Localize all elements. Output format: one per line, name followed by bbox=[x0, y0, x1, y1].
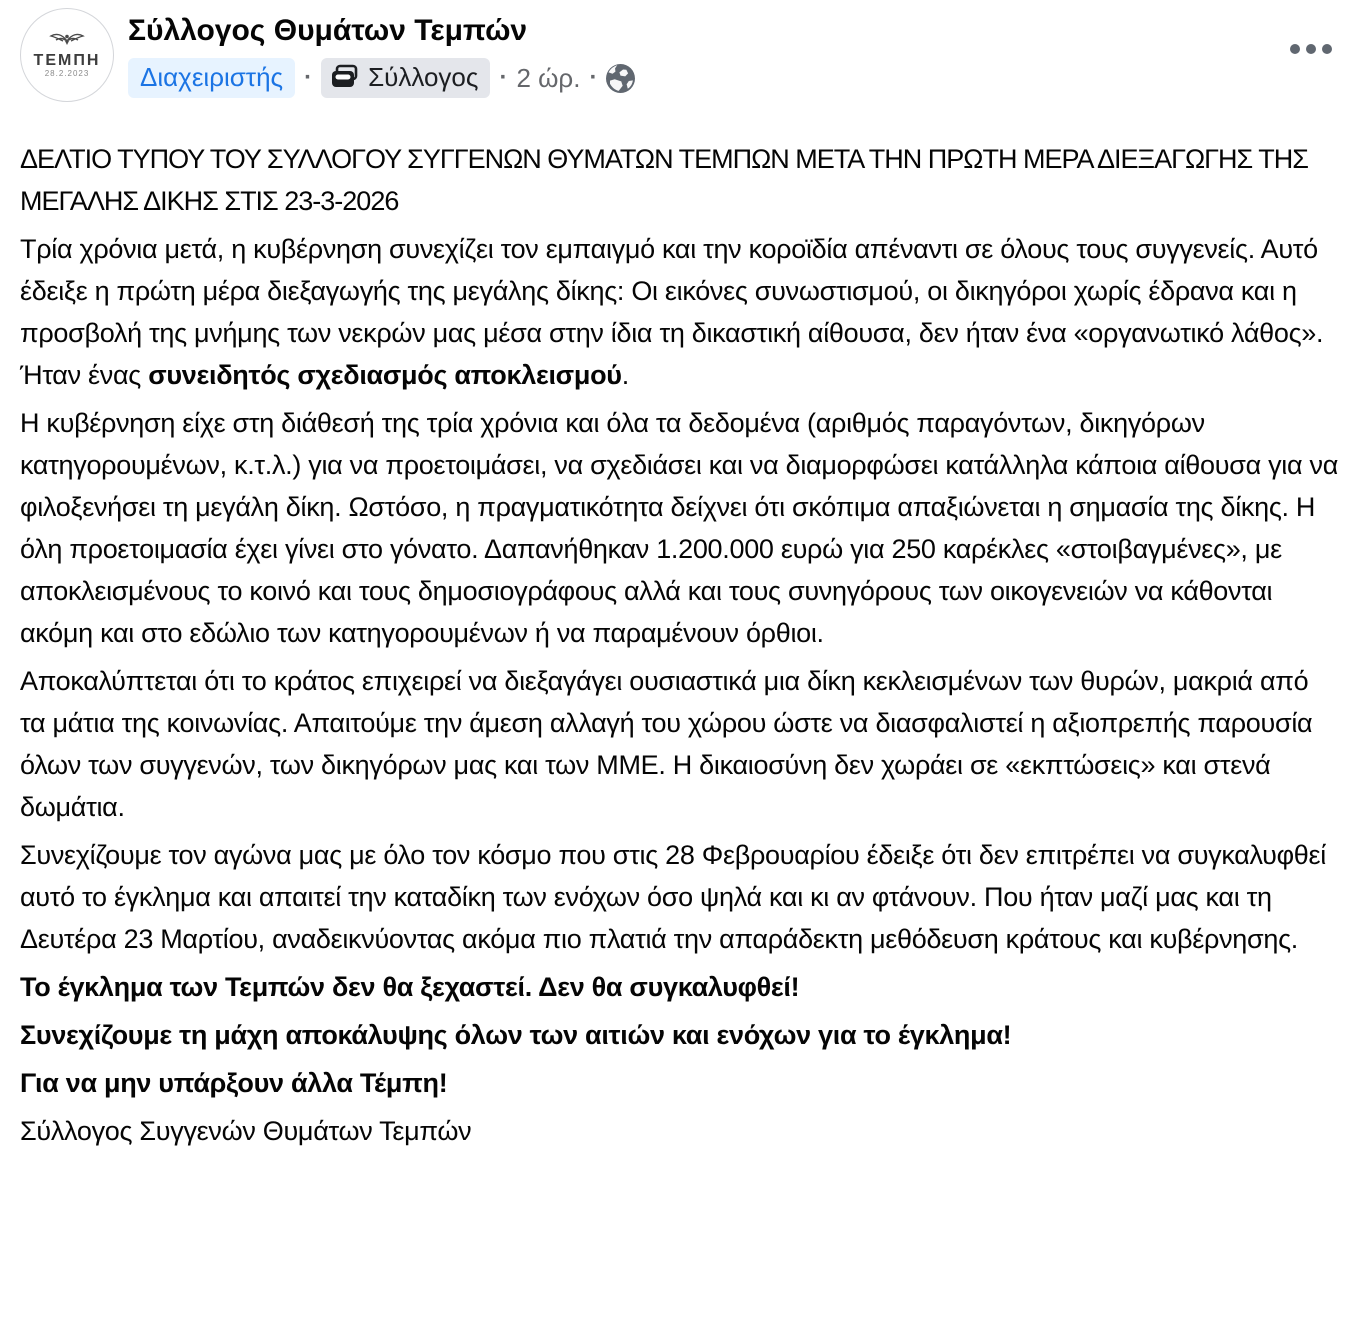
paragraph-text: Τρία χρόνια μετά, η κυβέρνηση συνεχίζει τον εμπαιγμό και την κοροϊδία απέναντι σε όλους τους συγγενείς. Αυτό έδειξε η πρώτη μέρα διεξαγωγής της μεγάλης δίκης: Οι εικόνες συνωστισμού, οι δικηγόροι χωρίς έδρανα και η προσβολή της μνήμης των νεκρών μας μέσα στην ίδια τη δικαστική αίθουσα, δεν ήταν ένα «οργανωτικό λάθος». Ήταν ένας bbox=[20, 234, 1324, 390]
label-icon bbox=[330, 63, 360, 91]
avatar-org-text: ΤΕΜΠΗ bbox=[33, 52, 101, 69]
page-name-link[interactable]: Σύλλογος Θυμάτων Τεμπών bbox=[128, 14, 528, 47]
post-body bbox=[20, 138, 1340, 1152]
post-paragraph: Αποκαλύπτεται ότι το κράτος επιχειρεί να διεξαγάγει ουσιαστικά μια δίκη κεκλεισμένων των θυρών, μακριά από τα μάτια της κοινωνίας. Απαιτούμε την άμεση αλλαγή του χώρου ώστε να διασφαλιστεί η αξιοπρεπής παρουσία όλων των συγγενών, των δικηγόρων μας και των ΜΜΕ. Η δικαιοσύνη δεν χωράει σε «εκπτώσεις» και στενά δωμάτια. bbox=[20, 666, 1313, 822]
post-paragraph: Η κυβέρνηση είχε στη διάθεσή της τρία χρόνια και όλα τα δεδομένα (αριθμός παραγόντων, δικηγόρων κατηγορουμένων, κ.τ.λ.) για να προετοιμάσει, να σχεδιάσει και να διαμορφώσει κατάλληλα κάποια αίθουσα για να φιλοξενήσει τη μεγάλη δίκη. Ωστόσο, η πραγματικότητα δείχνει ότι σκόπιμα απαξιώνεται η σημασία της δίκης. Η όλη προετοιμασία έχει γίνει στο γόνατο. Δαπανήθηκαν 1.200.000 ευρώ για 250 καρέκλες «στοιβαγμένες», με αποκλεισμένους το κοινό και τους δημοσιογράφους αλλά και τους συνηγόρους των οικογενειών να κάθονται ακόμη και στο εδώλιο των κατηγορουμένων ή να παραμένουν όρθιοι. bbox=[20, 408, 1338, 648]
post-paragraph: Συνεχίζουμε τον αγώνα μας με όλο τον κόσμο που στις 28 Φεβρουαρίου έδειξε ότι δεν επιτρέπει να συγκαλυφθεί αυτό το έγκλημα και απαιτεί την καταδίκη των ενόχων όσο ψηλά και κι αν φτάνουν. Που ήταν μαζί μας και τη Δευτέρα 23 Μαρτίου, αναδεικνύοντας ακόμα πιο πλατιά την απαράδεκτη μεθόδευση κράτους και κυβέρνησης. bbox=[20, 840, 1326, 954]
post-paragraph bbox=[20, 228, 1340, 396]
separator-dot: · bbox=[499, 64, 508, 91]
bold-phrase: συνειδητός σχεδιασμός αποκλεισμού bbox=[148, 360, 622, 390]
post-paragraph-bold: Για να μην υπάρξουν άλλα Τέμπη! bbox=[20, 1068, 448, 1098]
paragraph-text: . bbox=[621, 360, 629, 390]
post-meta-row bbox=[128, 58, 635, 98]
post-header bbox=[20, 8, 1340, 102]
group-badge-label: Σύλλογος bbox=[368, 62, 479, 92]
avatar-date-text: 28.2.2023 bbox=[44, 69, 90, 78]
three-dots-icon bbox=[1290, 44, 1300, 54]
post-paragraph-bold: Συνεχίζουμε τη μάχη αποκάλυψης όλων των αιτιών και ενόχων για το έγκλημα! bbox=[20, 1020, 1012, 1050]
post-timestamp-link[interactable]: 2 ώρ. bbox=[516, 62, 581, 93]
separator-dot: · bbox=[304, 64, 313, 91]
page-avatar[interactable] bbox=[20, 8, 114, 102]
post-heading-paragraph: ΔΕΛΤΙΟ ΤΥΠΟΥ ΤΟΥ ΣΥΛΛΟΓΟΥ ΣΥΓΓΕΝΩΝ ΘΥΜΑΤΩΝ ΤΕΜΠΩΝ ΜΕΤΑ ΤΗΝ ΠΡΩΤΗ ΜΕΡΑ ΔΙΕΞΑΓΩΓΗΣ ΤΗΣ ΜΕΓΑΛΗΣ ΔΙΚΗΣ ΣΤΙΣ 23-3-2026 bbox=[20, 144, 1308, 216]
post-paragraph-bold: Το έγκλημα των Τεμπών δεν θα ξεχαστεί. Δεν θα συγκαλυφθεί! bbox=[20, 972, 800, 1002]
wings-emblem-icon bbox=[49, 31, 85, 51]
globe-icon bbox=[606, 64, 635, 93]
three-dots-icon bbox=[1322, 44, 1332, 54]
group-label-badge bbox=[321, 58, 490, 98]
post-options-button[interactable] bbox=[1284, 38, 1338, 60]
header-info bbox=[128, 8, 635, 98]
separator-dot: · bbox=[589, 64, 598, 91]
post-signature-paragraph: Σύλλογος Συγγενών Θυμάτων Τεμπών bbox=[20, 1116, 472, 1146]
three-dots-icon bbox=[1306, 44, 1316, 54]
admin-badge: Διαχειριστής bbox=[128, 58, 295, 98]
